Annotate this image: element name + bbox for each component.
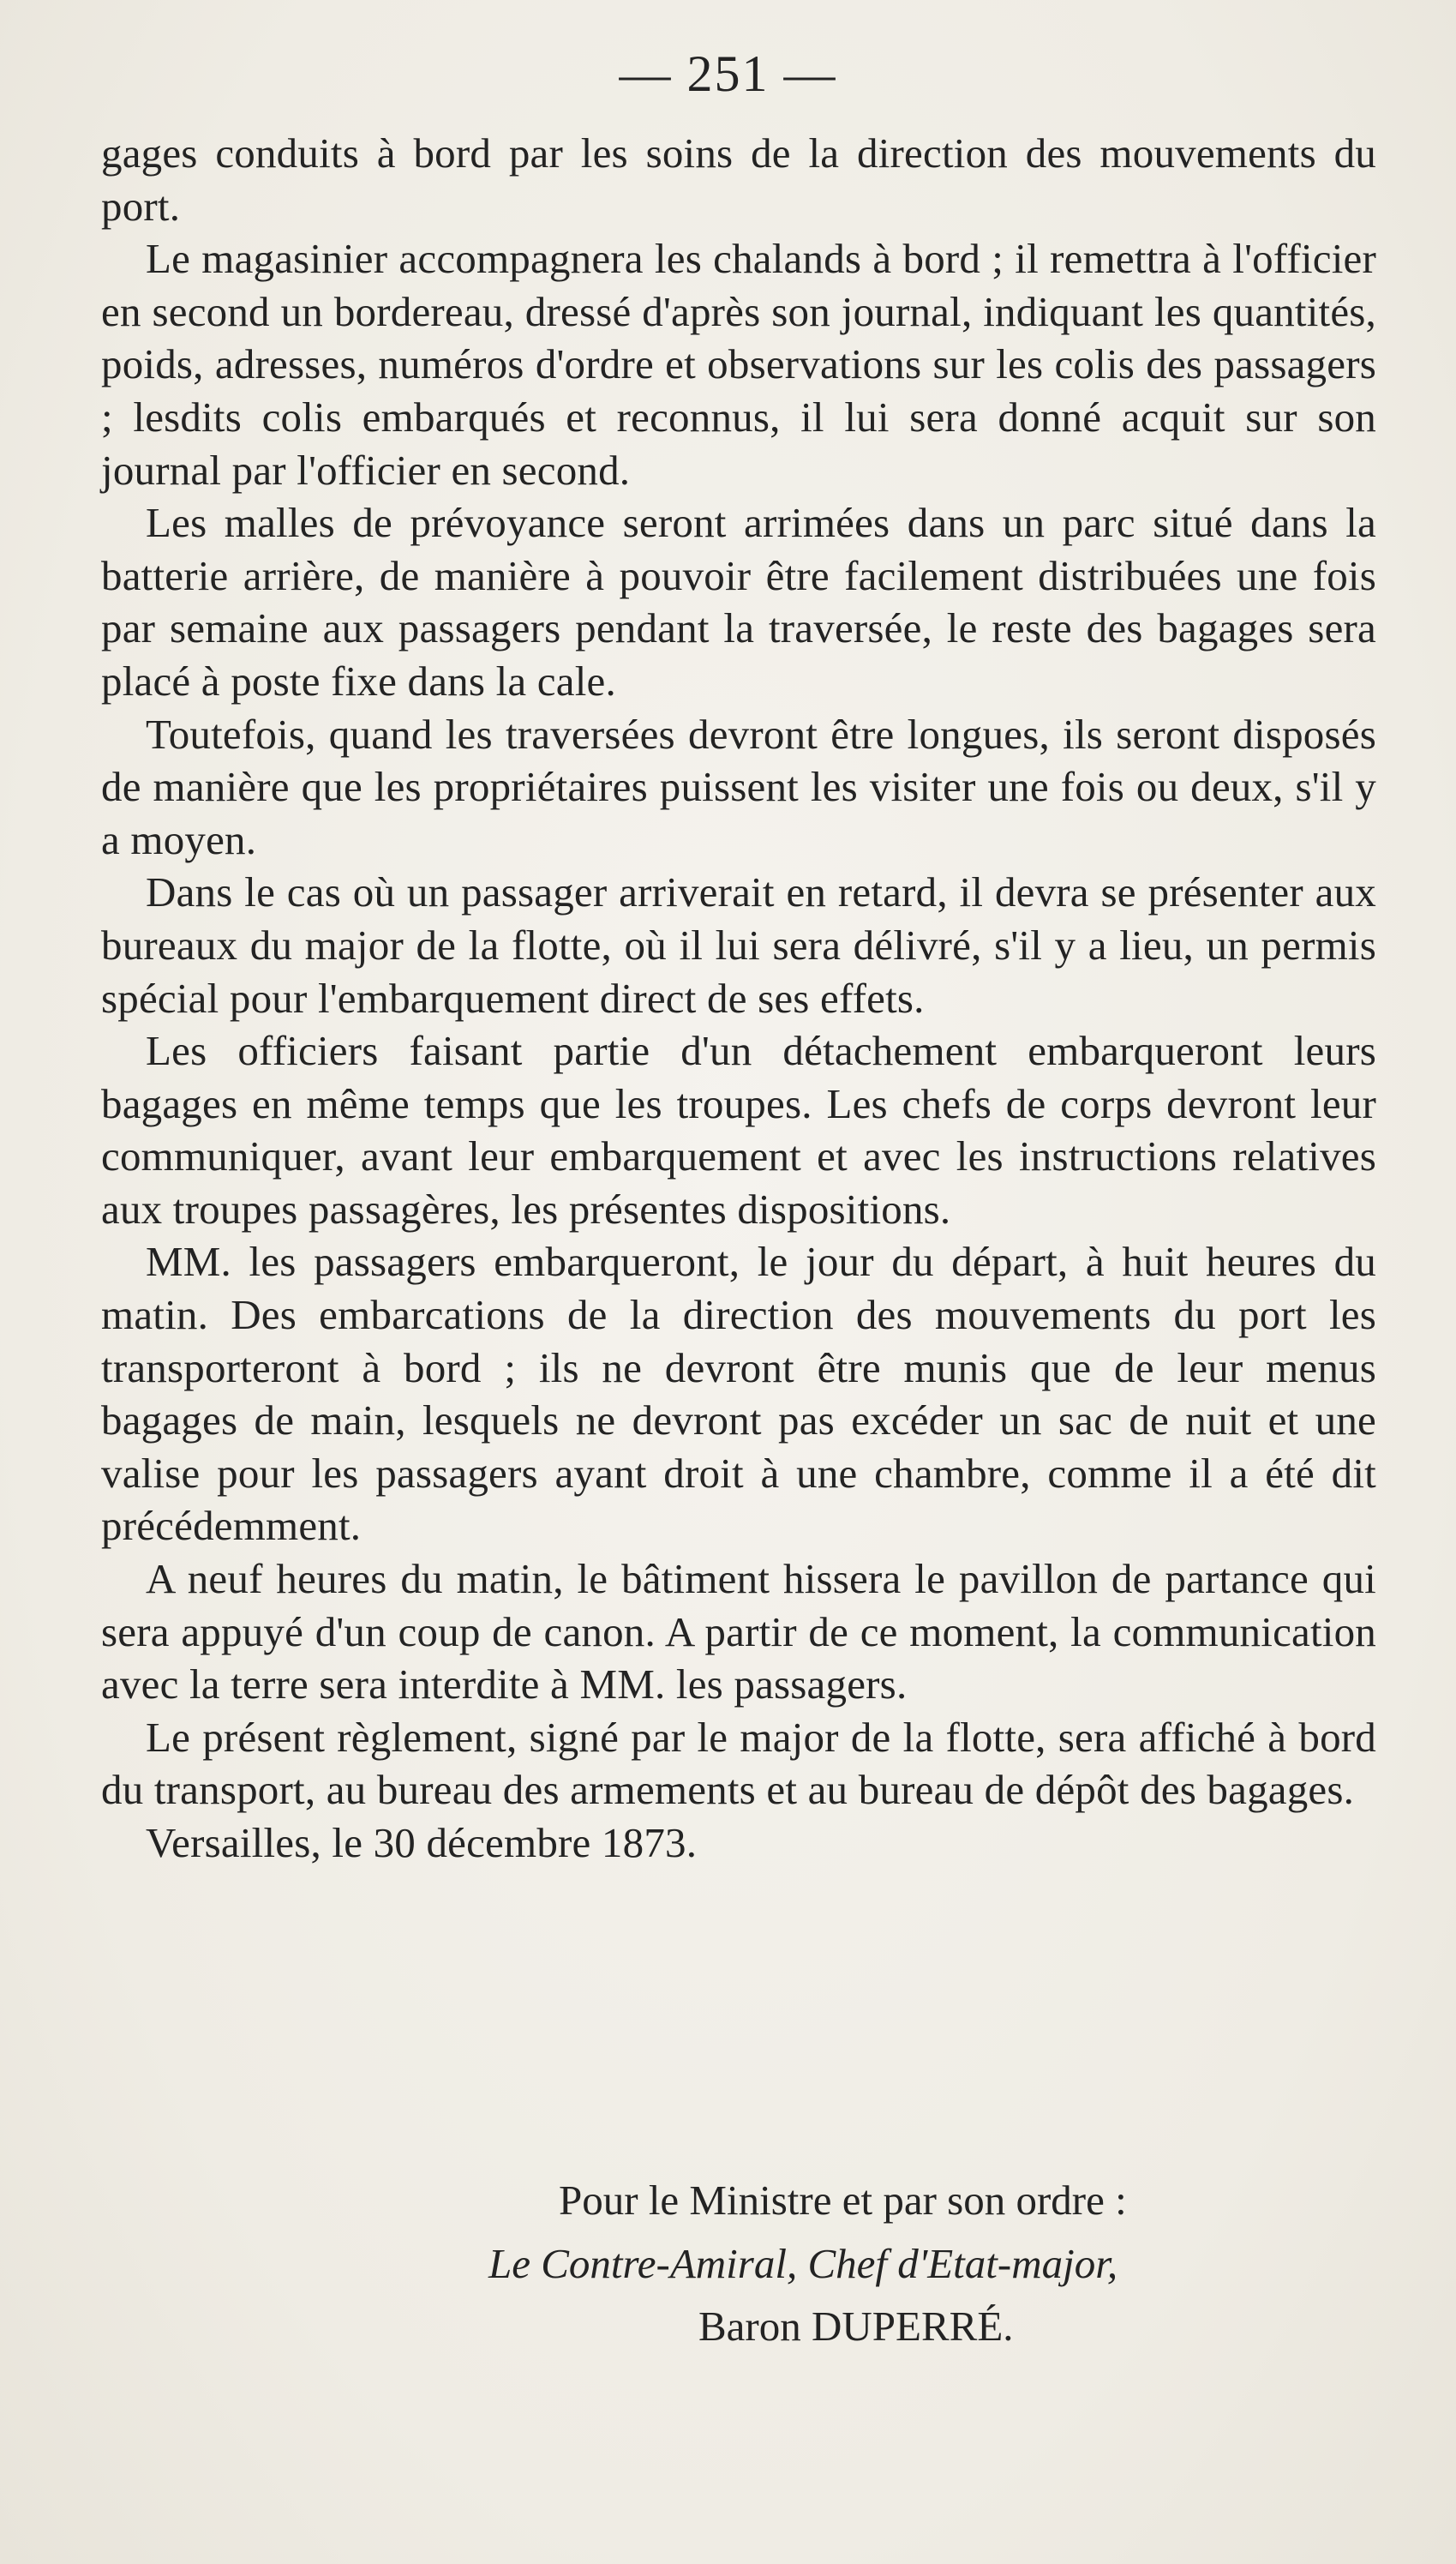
paragraph: MM. les passagers embarqueront, le jour du départ, à huit heures du matin. Des embarcations de la direction des mouvements du port les transporteront à bord ; ils ne devront être munis que de leur menus bagages de main, lesquels ne devront pas excéder un sac de nuit et une valise pour les passagers ayant droit à une chambre, comme il a été dit précédemment.: [101, 1238, 1376, 1550]
body-text: [101, 127, 1376, 1870]
paragraph: Les malles de prévoyance seront arrimées dans un parc situé dans la batterie arrière, de manière à pouvoir être facilement distribuées une fois par semaine aux passagers pendant la traversée, le reste des bagages sera placé à poste fixe dans la cale.: [101, 499, 1376, 705]
date-line: Versailles, le 30 décembre 1873.: [146, 1819, 698, 1866]
paragraph: Le présent règlement, signé par le major de la flotte, sera affiché à bord du transport, au bureau des armements et au bureau de dépôt des bagages.: [101, 1713, 1376, 1814]
paragraph: Toutefois, quand les traversées devront être longues, ils seront disposés de manière que les propriétaires puissent les visiter une fois ou deux, s'il y a moyen.: [101, 710, 1376, 863]
paragraph: gages conduits à bord par les soins de la direction des mouvements du port.: [101, 129, 1376, 230]
paragraph: A neuf heures du matin, le bâtiment hissera le pavillon de partance qui sera appuyé d'un coup de canon. A partir de ce moment, la communication avec la terre sera interdite à MM. les passagers.: [101, 1555, 1376, 1708]
signature-name: Baron DUPERRÉ.: [698, 2303, 1014, 2350]
signature-authority: Pour le Ministre et par son ordre :: [559, 2177, 1127, 2224]
paragraph: Dans le cas où un passager arriverait en retard, il devra se présenter aux bureaux du major de la flotte, où il lui sera délivré, s'il y a lieu, un permis spécial pour l'embarquement direct de ses effets.: [101, 868, 1376, 1022]
paragraph: Le magasinier accompagnera les chalands à bord ; il remettra à l'officier en second un bordereau, dressé d'après son journal, indiquant les quantités, poids, adresses, numéros d'ordre et observations sur les colis des passagers ; lesdits colis embarqués et reconnus, il lui sera donné acquit sur son journal par l'officier en second.: [101, 235, 1376, 494]
page-number: — 251 —: [619, 45, 837, 102]
paragraph: Les officiers faisant partie d'un détachement embarqueront leurs bagages en même temps que les troupes. Les chefs de corps devront leur communiquer, avant leur embarquement et avec les instructions relatives aux troupes passagères, les présentes dispositions.: [101, 1027, 1376, 1233]
signature-title: Le Contre-Amiral, Chef d'Etat-major,: [488, 2240, 1118, 2287]
